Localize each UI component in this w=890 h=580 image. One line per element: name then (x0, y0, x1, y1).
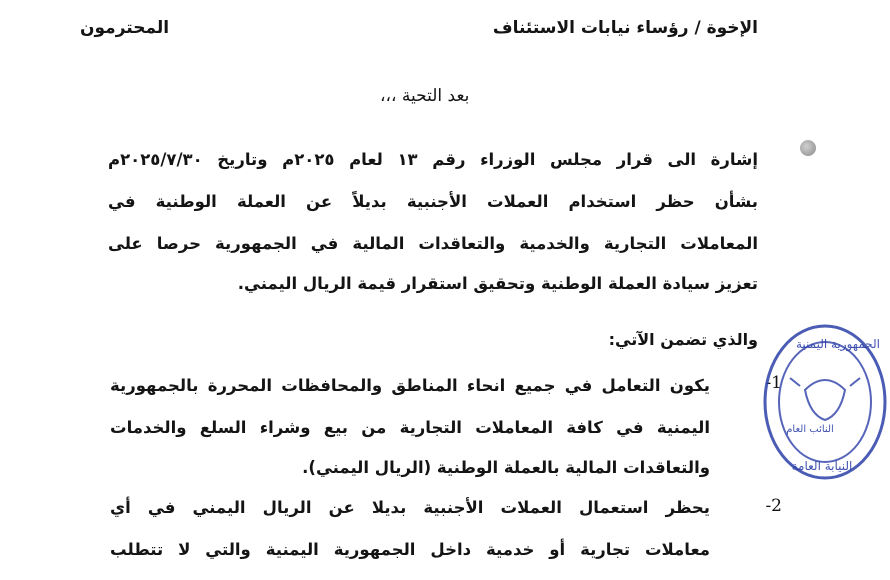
recipients-header: الإخوة / رؤساء نيابات الاستئناف (492, 18, 758, 38)
stamp-graphic (760, 320, 890, 485)
greeting: بعد التحية ،،، (380, 86, 470, 106)
body-line-4: تعزيز سيادة العملة الوطنية وتحقيق استقرار قيمة الريال اليمني. (237, 274, 758, 293)
eagle-emblem-icon (805, 380, 845, 420)
honorific-header: المحترمون (80, 18, 170, 38)
item-1-line-1: يكون التعامل في جميع انحاء المناطق والمحافظات المحررة بالجمهورية (110, 376, 710, 395)
pin-icon (800, 140, 816, 156)
stamp-inner-ring (779, 342, 871, 462)
item-1-line-3: والتعاقدات المالية بالعملة الوطنية (الريال اليمني). (302, 458, 710, 477)
body-line-2: بشأن حظر استخدام العملات الأجنبية بديلاً عن العملة الوطنية في (108, 192, 758, 211)
intro-line: والذي تضمن الآتي: (608, 330, 758, 349)
stamp-middle-text: النائب العام (786, 424, 834, 435)
stamp-top-text: الجمهورية اليمنية (795, 337, 881, 351)
stamp-bottom-text: النيابة العامة (791, 459, 853, 473)
body-line-1: إشارة الى قرار مجلس الوزراء رقم ١٣ لعام ٢٠٢٥م وتاريخ ٢٠٢٥/٧/٣٠م (108, 150, 758, 169)
item-number-2: -2 (765, 496, 782, 516)
item-2-line-2: معاملات تجارية أو خدمية داخل الجمهورية اليمنية والتي لا تتطلب (110, 540, 710, 559)
official-stamp (760, 320, 890, 485)
item-1-line-2: اليمنية في كافة المعاملات التجارية من بيع وشراء السلع والخدمات (110, 418, 710, 437)
item-2-line-1: يحظر استعمال العملات الأجنبية بديلا عن الريال اليمني في أي (110, 498, 710, 517)
item-number-1: -1 (765, 373, 782, 393)
body-line-3: المعاملات التجارية والخدمية والتعاقدات المالية في الجمهورية حرصا على (108, 234, 758, 253)
